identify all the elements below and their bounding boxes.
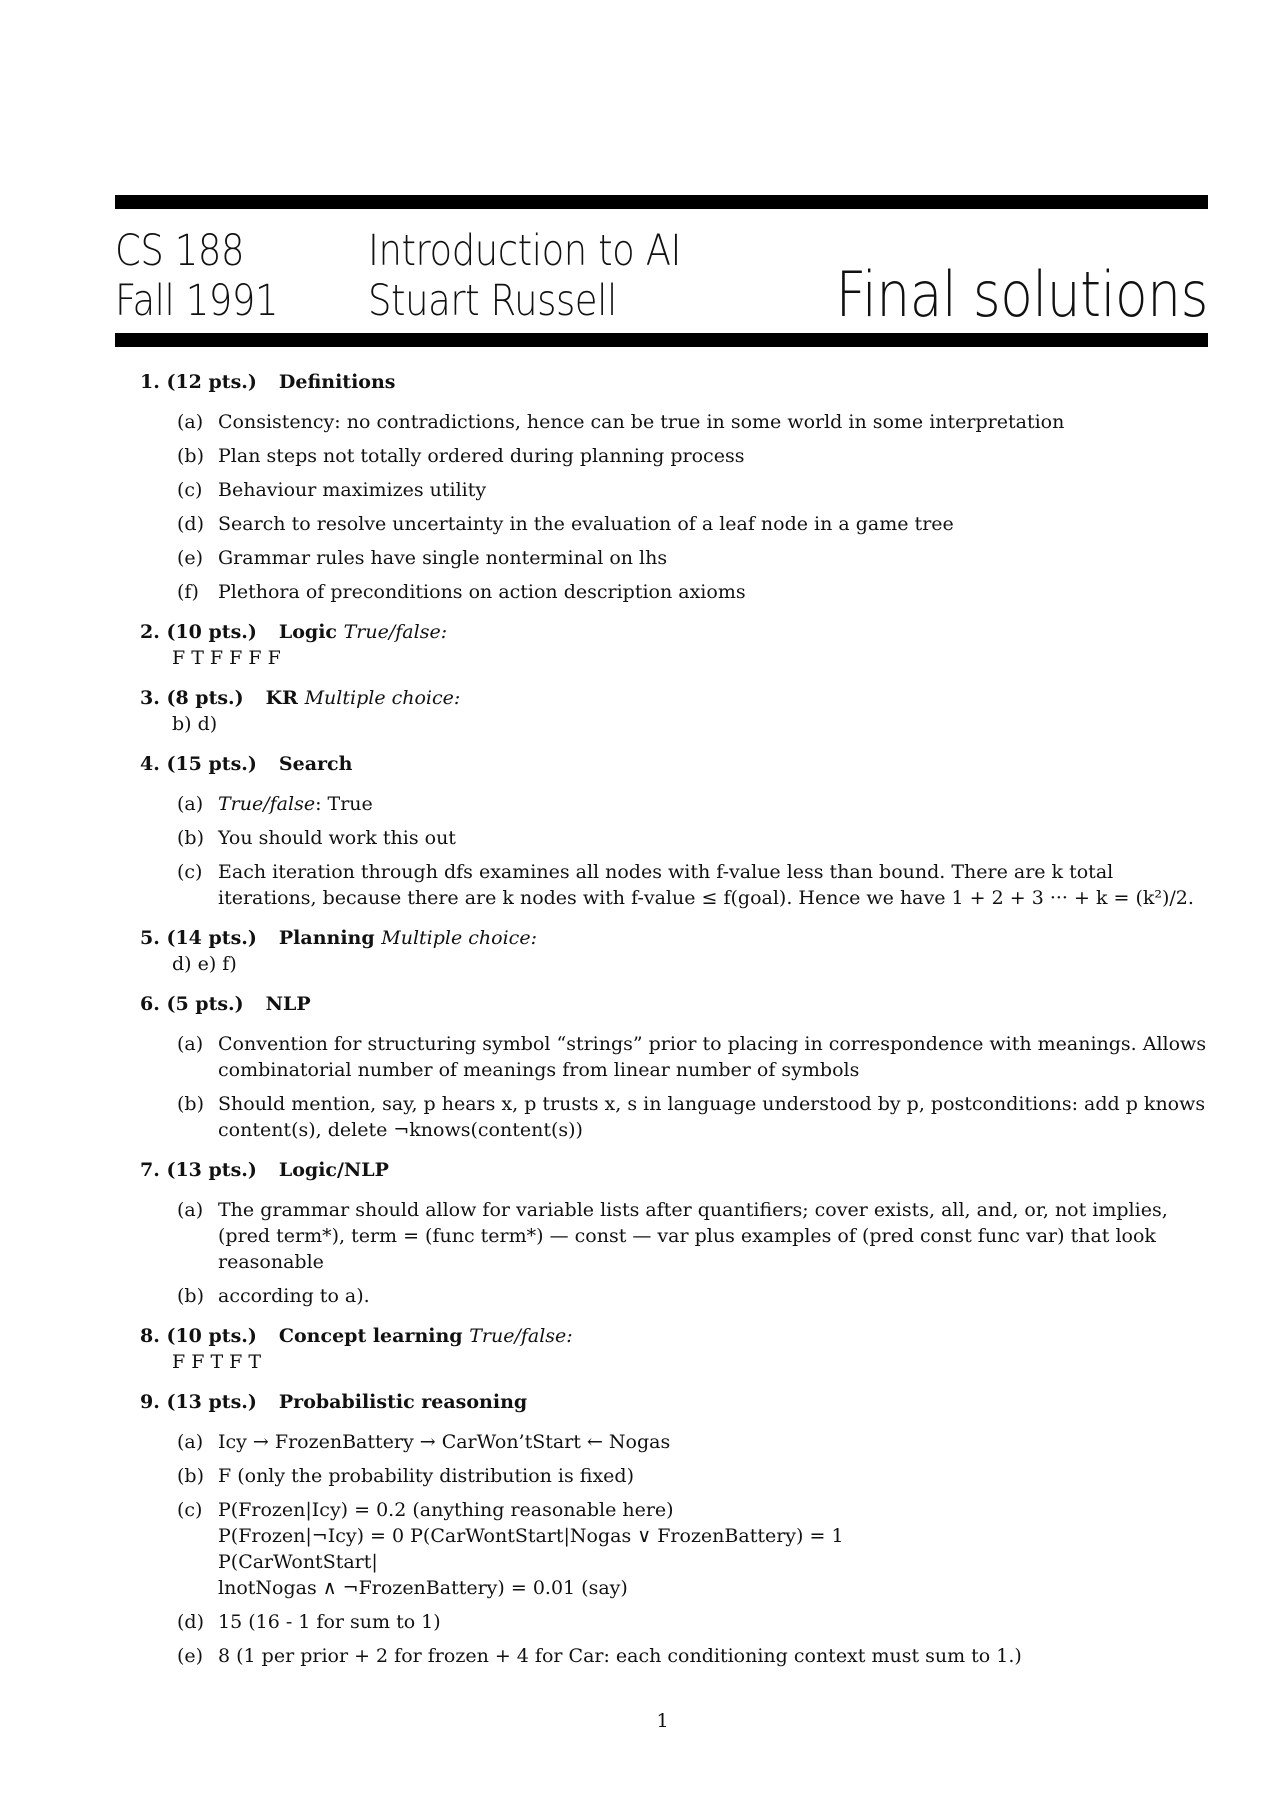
question-points: (12 pts.) xyxy=(166,371,257,393)
list-item xyxy=(140,511,1208,537)
course-code: CS 188 xyxy=(115,226,245,276)
list-item xyxy=(140,1429,1208,1455)
item-label: (c) xyxy=(177,861,203,883)
course-term: Fall 1991 xyxy=(115,276,279,326)
list-item xyxy=(140,825,1208,851)
question-number: 4. xyxy=(140,753,160,775)
item-label: (b) xyxy=(177,1093,204,1115)
list-item xyxy=(140,409,1208,435)
question-answer: F T F F F F xyxy=(172,647,281,669)
question-section xyxy=(140,991,1208,1143)
list-item xyxy=(140,1031,1208,1083)
question-heading xyxy=(140,619,1208,645)
header-bottom-rule xyxy=(115,333,1208,347)
list-item xyxy=(140,579,1208,605)
list-item xyxy=(140,859,1208,911)
item-label: (b) xyxy=(177,445,204,467)
question-section xyxy=(140,1389,1208,1669)
question-title: Search xyxy=(278,753,353,775)
question-points: (5 pts.) xyxy=(166,993,244,1015)
item-label: (a) xyxy=(177,411,204,433)
question-points: (13 pts.) xyxy=(166,1159,257,1181)
question-heading xyxy=(140,751,1208,777)
question-points: (10 pts.) xyxy=(166,1325,257,1347)
list-item xyxy=(140,1197,1208,1275)
header-top-rule xyxy=(115,195,1208,209)
item-label: (c) xyxy=(177,479,203,501)
question-section xyxy=(140,619,1208,671)
item-line: P(Frozen|Icy) = 0.2 (anything reasonable here) xyxy=(218,1499,674,1521)
list-item xyxy=(140,1091,1208,1143)
item-label: (f) xyxy=(177,581,199,603)
question-section xyxy=(140,685,1208,737)
question-answer: b) d) xyxy=(172,713,218,735)
question-heading xyxy=(140,1323,1208,1349)
list-item xyxy=(140,1609,1208,1635)
question-title: KR xyxy=(265,687,298,709)
question-points: (10 pts.) xyxy=(166,621,257,643)
answer-list xyxy=(140,791,1208,911)
item-text: Search to resolve uncertainty in the evaluation of a leaf node in a game tree xyxy=(218,513,954,535)
item-text: Consistency: no contradictions, hence can be true in some world in some interpretation xyxy=(218,411,1065,433)
item-label: (a) xyxy=(177,1199,204,1221)
item-text: Icy → FrozenBattery → CarWon’tStart ← Nogas xyxy=(218,1431,671,1453)
question-number: 3. xyxy=(140,687,160,709)
item-label: (a) xyxy=(177,1033,204,1055)
item-line: P(CarWontStart| xyxy=(218,1551,378,1573)
item-text: according to a). xyxy=(218,1285,370,1307)
item-text: Plan steps not totally ordered during planning process xyxy=(218,445,745,467)
answer-list xyxy=(140,1031,1208,1143)
question-subtitle: Multiple choice: xyxy=(381,927,537,949)
question-title: Logic xyxy=(278,621,337,643)
document-title: Final solutions xyxy=(835,258,1208,331)
answer-list xyxy=(140,1429,1208,1669)
question-number: 2. xyxy=(140,621,160,643)
question-subtitle: Multiple choice: xyxy=(304,687,461,709)
question-section xyxy=(140,1157,1208,1309)
item-label: (b) xyxy=(177,827,204,849)
question-title: Planning xyxy=(278,927,375,949)
list-item xyxy=(140,545,1208,571)
question-number: 7. xyxy=(140,1159,160,1181)
page-number: 1 xyxy=(656,1710,669,1732)
question-heading xyxy=(140,1389,1208,1415)
item-label: (d) xyxy=(177,513,204,535)
item-text: Plethora of preconditions on action description axioms xyxy=(218,581,746,603)
question-answer: F F T F T xyxy=(172,1351,262,1373)
item-text: Each iteration through dfs examines all nodes with f-value less than bound. There are k total iterations, because there are k nodes with f-value ≤ f(goal). Hence we have 1 + 2 + 3 ··· + k = (k²)/2. xyxy=(218,861,1194,909)
question-number: 5. xyxy=(140,927,160,949)
item-text: The grammar should allow for variable lists after quantifiers; cover exists, all, and, or, not implies, (pred term*), term = (func term*) — const — var plus examples of (pred const func var) that look reasonable xyxy=(218,1199,1168,1273)
item-line: lnotNogas ∧ ¬FrozenBattery) = 0.01 (say) xyxy=(218,1577,628,1599)
question-points: (13 pts.) xyxy=(166,1391,257,1413)
question-heading xyxy=(140,369,1208,395)
list-item xyxy=(140,477,1208,503)
item-text: Should mention, say, p hears x, p trusts x, s in language understood by p, postconditions: add p knows content(s), delete ¬knows(content(s)) xyxy=(218,1093,1206,1141)
item-line: P(Frozen|¬Icy) = 0 P(CarWontStart|Nogas ∨ FrozenBattery) = 1 xyxy=(218,1525,844,1547)
course-subject: Introduction to AI xyxy=(368,226,682,276)
question-section xyxy=(140,751,1208,911)
item-label: (e) xyxy=(177,1645,204,1667)
list-item xyxy=(140,443,1208,469)
question-heading xyxy=(140,925,1208,951)
question-title: Definitions xyxy=(278,371,396,393)
item-text: : True xyxy=(315,793,373,815)
answer-list xyxy=(140,409,1208,605)
question-number: 9. xyxy=(140,1391,160,1413)
question-section xyxy=(140,925,1208,977)
question-heading xyxy=(140,991,1208,1017)
list-item xyxy=(140,1463,1208,1489)
question-number: 1. xyxy=(140,371,160,393)
question-number: 8. xyxy=(140,1325,160,1347)
item-text: 15 (16 - 1 for sum to 1) xyxy=(218,1611,441,1633)
question-points: (14 pts.) xyxy=(166,927,257,949)
item-label: (b) xyxy=(177,1465,204,1487)
question-section xyxy=(140,369,1208,605)
item-label: (e) xyxy=(177,547,204,569)
list-item xyxy=(140,1497,1208,1601)
item-label: (d) xyxy=(177,1611,204,1633)
item-text: 8 (1 per prior + 2 for frozen + 4 for Car: each conditioning context must sum to 1.) xyxy=(218,1645,1022,1667)
course-instructor: Stuart Russell xyxy=(368,276,617,326)
item-label: (a) xyxy=(177,793,204,815)
item-prefix: True/false xyxy=(218,793,316,815)
question-title: NLP xyxy=(265,993,311,1015)
list-item xyxy=(140,1283,1208,1309)
question-title: Logic/NLP xyxy=(278,1159,389,1181)
question-heading xyxy=(140,1157,1208,1183)
item-label: (b) xyxy=(177,1285,204,1307)
question-points: (8 pts.) xyxy=(166,687,244,709)
item-label: (c) xyxy=(177,1499,203,1521)
item-text: Convention for structuring symbol “strings” prior to placing in correspondence with meanings. Allows combinatorial number of meanings from linear number of symbols xyxy=(218,1033,1207,1081)
item-text: You should work this out xyxy=(218,827,456,849)
question-points: (15 pts.) xyxy=(166,753,257,775)
answer-list xyxy=(140,1197,1208,1309)
item-text: Behaviour maximizes utility xyxy=(218,479,487,501)
question-title: Probabilistic reasoning xyxy=(278,1391,528,1413)
question-section xyxy=(140,1323,1208,1375)
question-answer: d) e) f) xyxy=(172,953,237,975)
item-text: Grammar rules have single nonterminal on lhs xyxy=(218,547,668,569)
solutions-body xyxy=(140,369,1208,1683)
list-item xyxy=(140,1643,1208,1669)
item-label: (a) xyxy=(177,1431,204,1453)
question-number: 6. xyxy=(140,993,160,1015)
question-heading xyxy=(140,685,1208,711)
question-title: Concept learning xyxy=(278,1325,463,1347)
item-text: F (only the probability distribution is fixed) xyxy=(218,1465,634,1487)
question-subtitle: True/false: xyxy=(343,621,448,643)
question-subtitle: True/false: xyxy=(469,1325,573,1347)
list-item xyxy=(140,791,1208,817)
